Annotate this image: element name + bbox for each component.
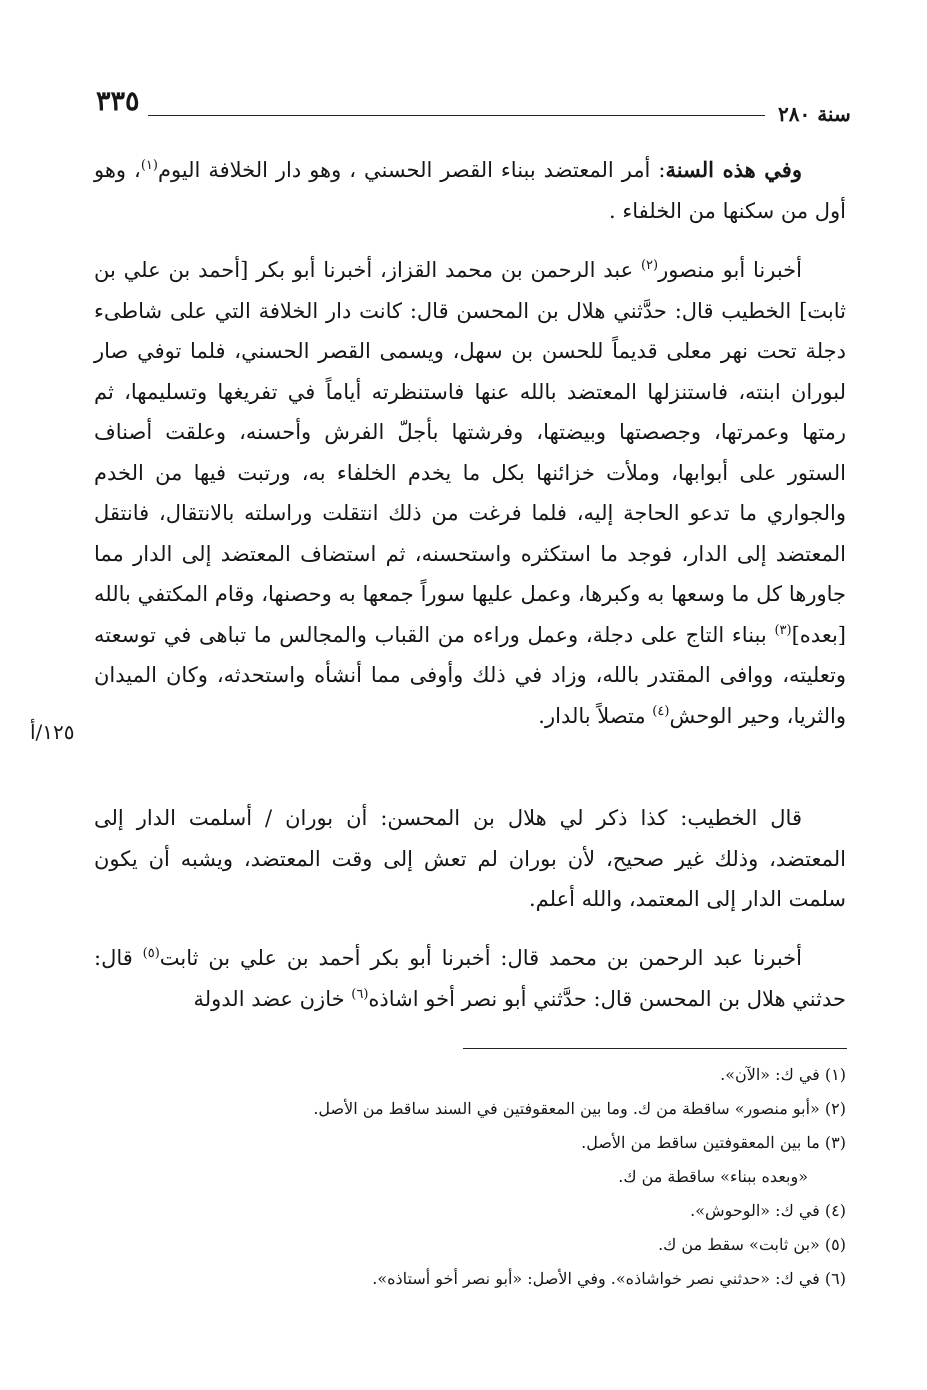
paragraph-text: أخبرنا عبد الرحمن بن محمد قال: أخبرنا أبو بكر أحمد بن علي بن ثابت xyxy=(159,946,802,970)
paragraph-text: متصلاً بالدار. xyxy=(538,703,653,728)
footnote-ref-1: (١) xyxy=(140,158,158,173)
footnote-ref-2: (٢) xyxy=(640,258,659,273)
footnote-ref-5: (٥) xyxy=(142,946,160,961)
footnote-2: (٢) «أبو منصور» ساقطة من ك. وما بين المعقوفتين في السند ساقط من الأصل. xyxy=(313,1099,846,1118)
footnote-ref-6: (٦) xyxy=(351,986,369,1002)
footnote-ref-3: (٣) xyxy=(774,622,792,638)
paragraph-3 xyxy=(94,798,846,920)
footnote-3: (٣) ما بين المعقوفتين ساقط من الأصل. xyxy=(581,1133,846,1152)
paragraph-text: أخبرنا أبو منصور xyxy=(658,258,803,282)
paragraph-2 xyxy=(94,250,846,736)
footnote-1: (١) في ك: «الآن». xyxy=(720,1065,846,1084)
footnotes xyxy=(250,1058,846,1296)
manuscript-folio-marker: ١٢٥/أ xyxy=(30,720,75,744)
footnote-separator xyxy=(463,1048,847,1049)
footnote-6: (٦) في ك: «حدثني نصر خواشاذه». وفي الأصل: «أبو نصر أخو أستاذه». xyxy=(372,1269,846,1288)
running-header-year: سنة ٢٨٠ xyxy=(778,102,851,126)
paragraph-4 xyxy=(94,938,846,1019)
footnote-4: (٤) في ك: «الوحوش». xyxy=(690,1201,846,1220)
paragraph-text: ببناء التاج على دجلة، وعمل وراءه من القباب والمجالس ما تباهى في توسعته وتعليته، ووافى المقتدر بالله، وزاد في ذلك وأوفى مما أنشأه واستحدثه، وكان الميدان والثريا، وحير الوحش xyxy=(94,622,846,728)
paragraph-text: قال: حدثني هلال بن المحسن قال: حدَّثني أبو نصر أخو اشاذه xyxy=(94,946,846,1011)
page-number: ٣٣٥ xyxy=(96,86,140,117)
paragraph-text: عبد الرحمن بن محمد القزاز، أخبرنا أبو بكر [أحمد بن علي بن ثابت] الخطيب قال: حدَّثني هلال بن المحسن قال: كانت دار الخلافة التي على شاطىء دجلة تحت نهر معلى قديماً للحسن بن سهل، ويسمى القصر الحسني، فلما توفي صار لبوران ابنته، فاستنزلها المعتضد بالله عنها فاستنظرته أياماً في تفريغها وتسليمها، ثم رمتها وعمرتها، وجصصتها وبيضتها، وفرشتها بأجلّ الفرش وأحسنه، وعلقت أصناف الستور على أبوابها، وملأت خزائنها بكل ما يخدم الخلفاء به، ورتبت فيها من الخدم والجواري ما تدعو الحاجة إليه، فلما فرغت من ذلك انتقلت وراسلته بالانتقال، فانتقل المعتضد إلى الدار، فوجد ما استكثره واستحسنه، ثم استضاف المعتضد إلى الدار مما جاورها كل ما وسعها به وكبرها، وعمل عليها سوراً جمعها به وحصنها، وقام المكتفي بالله [بعده] xyxy=(94,258,846,647)
paragraph-text: : أمر المعتضد ببناء القصر الحسني ، وهو دار الخلافة اليوم xyxy=(157,158,666,182)
paragraph-text: قال الخطيب: كذا ذكر لي هلال بن المحسن: أن بوران / أسلمت الدار إلى المعتضد، وذلك غير صحيح، لأن بوران لم تعش إلى وقت المعتضد، ويشبه أن يكون سلمت الدار إلى المعتمد، والله أعلم. xyxy=(94,806,846,911)
header-rule xyxy=(148,115,765,116)
footnote-3-continued: «وبعده ببناء» ساقطة من ك. xyxy=(618,1167,808,1186)
paragraph-text: خازن عضد الدولة xyxy=(193,986,352,1011)
paragraph-1 xyxy=(94,150,846,231)
footnote-5: (٥) «بن ثابت» سقط من ك. xyxy=(658,1235,846,1254)
section-lead: وفي هذه السنة xyxy=(665,157,802,182)
footnote-ref-4: (٤) xyxy=(652,703,670,719)
paragraph-text: ، وهو أول من سكنها من الخلفاء . xyxy=(94,158,846,223)
